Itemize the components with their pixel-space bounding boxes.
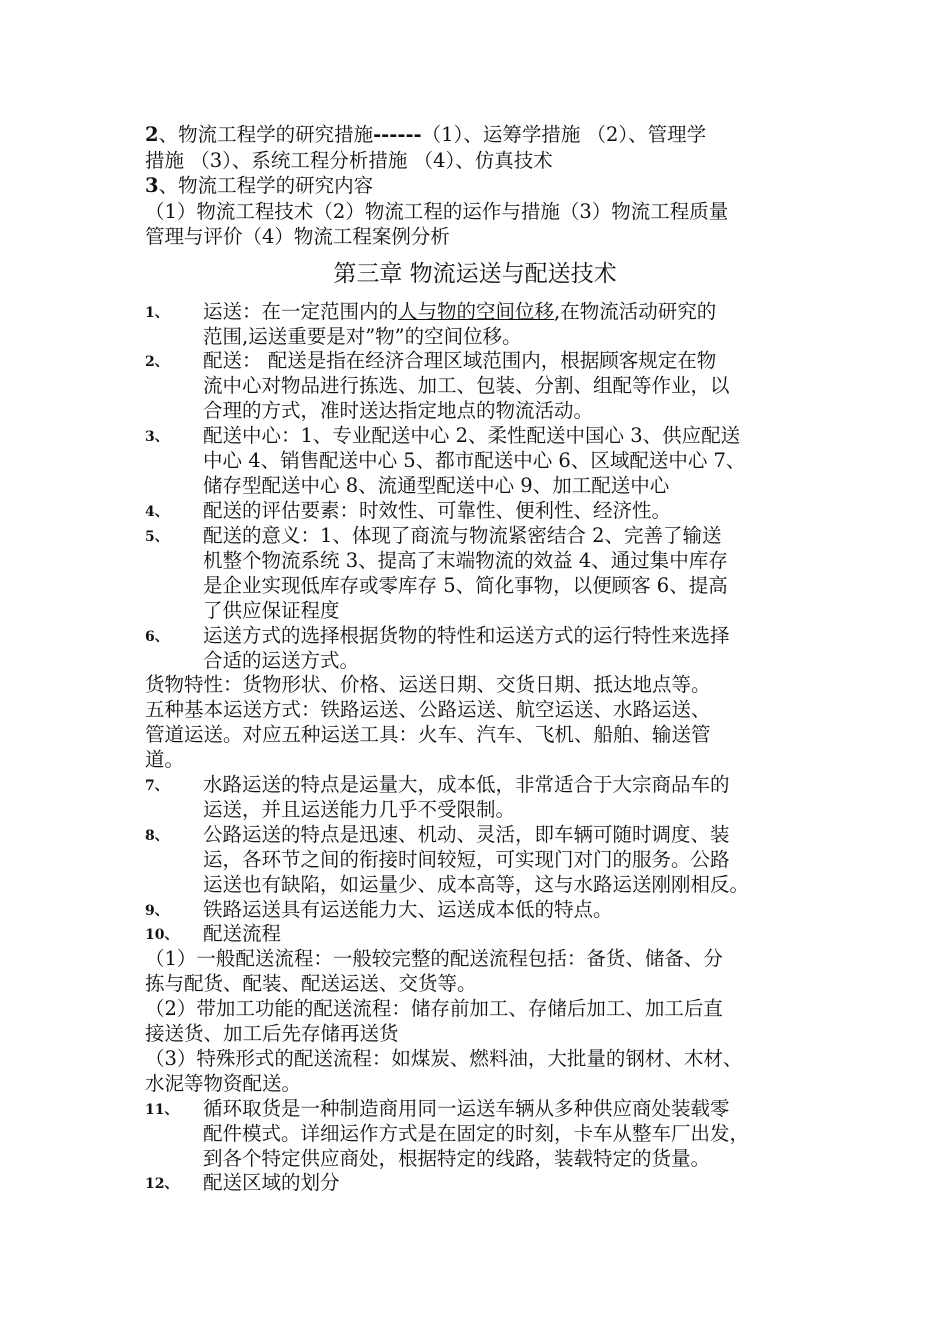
item-text: 铁路运送具有运送能力大、运送成本低的特点。	[203, 898, 613, 921]
item-text: 合理的方式，准时送达指定地点的物流活动。	[203, 399, 594, 422]
item-text: 范围,运送重要是对”物”的空间位移。	[203, 325, 522, 348]
text-span: 、物流工程学的研究措施	[158, 123, 374, 146]
item-number: 2、	[145, 354, 169, 370]
text-line: 货物特性：货物形状、价格、运送日期、交货日期、抵达地点等。	[145, 673, 711, 696]
item-number: 3、	[145, 429, 169, 445]
text-span: 、物流工程学的研究内容	[158, 174, 374, 197]
item-number: 4、	[145, 504, 169, 520]
text-span: 运送：在一定范围内的	[203, 300, 399, 323]
text-line	[145, 122, 706, 148]
item-text: 储存型配送中心 8、流通型配送中心 9、加工配送中心	[203, 474, 670, 497]
text-span: ,在物流活动研究的	[554, 300, 717, 323]
text-line: （1）一般配送流程：一般较完整的配送流程包括：备货、储备、分	[145, 947, 723, 970]
item-text: 机整个物流系统 3、提高了末端物流的效益 4、通过集中库存	[203, 549, 728, 572]
item-text: 是企业实现低库存或零库存 5、简化事物，以便顾客 6、提高	[203, 574, 728, 597]
item-number: 8、	[145, 828, 169, 844]
text-line: 道。	[145, 748, 185, 771]
item-text: 运送也有缺陷，如运量少、成本高等，这与水路运送刚刚相反。	[203, 873, 750, 896]
item-number: 7、	[145, 778, 169, 794]
text-line: 管道运送。对应五种运送工具：火车、汽车、飞机、船舶、输送管	[145, 723, 711, 746]
item-text: 运，各环节之间的衔接时间较短，可实现门对门的服务。公路	[203, 848, 730, 871]
item-text: 到各个特定供应商处，根据特定的线路，装载特定的货量。	[203, 1147, 711, 1170]
item-text: 运送方式的选择根据货物的特性和运送方式的运行特性来选择	[203, 624, 730, 647]
text-line: 拣与配货、配装、配送运送、交货等。	[145, 972, 477, 995]
item-text: 配送中心：1、专业配送中心 2、柔性配送中国心 3、供应配送	[203, 424, 741, 447]
item-number: 12、	[145, 1176, 179, 1192]
section-number: 3	[145, 174, 159, 197]
item-text: 公路运送的特点是迅速、机动、灵活，即车辆可随时调度、装	[203, 823, 730, 846]
item-text: 配送的评估要素：时效性、可靠性、便利性、经济性。	[203, 499, 672, 522]
section-number: 2	[145, 123, 159, 146]
underlined-term: 人与物的空间位移	[398, 300, 555, 323]
item-text: 配送区域的划分	[203, 1171, 340, 1194]
item-text: 流中心对物品进行拣选、加工、包装、分割、组配等作业，以	[203, 374, 730, 397]
text-line: 措施 （3）、系统工程分析措施 （4）、仿真技术	[145, 149, 553, 172]
item-number: 11、	[145, 1102, 179, 1118]
item-text: 合适的运送方式。	[203, 649, 360, 672]
item-text	[203, 299, 716, 324]
text-line: （2）带加工功能的配送流程：储存前加工、存储后加工、加工后直	[145, 997, 723, 1020]
item-text: 运送，并且运送能力几乎不受限制。	[203, 798, 516, 821]
item-text: 配送的意义：1、体现了商流与物流紧密结合 2、完善了输送	[203, 524, 722, 547]
text-line: （3）特殊形式的配送流程：如煤炭、燃料油，大批量的钢材、木材、	[145, 1047, 743, 1070]
item-text: 配送流程	[203, 922, 282, 945]
text-span: （1）、运筹学措施 （2）、管理学	[421, 123, 707, 146]
text-line	[145, 173, 373, 199]
item-text: 水路运送的特点是运量大，成本低，非常适合于大宗商品车的	[203, 773, 730, 796]
item-number: 9、	[145, 903, 169, 919]
item-text: 配件模式。详细运作方式是在固定的时刻，卡车从整车厂出发，	[203, 1122, 750, 1145]
item-number: 6、	[145, 629, 169, 645]
item-number: 1、	[145, 305, 169, 321]
item-text: 了供应保证程度	[203, 599, 340, 622]
text-line: 水泥等物资配送。	[145, 1072, 302, 1095]
text-line: （1）物流工程技术（2）物流工程的运作与措施（3）物流工程质量	[145, 200, 729, 223]
chapter-title: 第三章 物流运送与配送技术	[333, 261, 617, 287]
item-text: 中心 4、销售配送中心 5、都市配送中心 6、区域配送中心 7、	[203, 449, 746, 472]
item-text: 循环取货是一种制造商用同一运送车辆从多种供应商处装载零	[203, 1097, 730, 1120]
text-span: ------	[373, 123, 422, 146]
text-line: 接送货、加工后先存储再送货	[145, 1022, 399, 1045]
item-text: 配送： 配送是指在经济合理区域范围内，根据顾客规定在物	[203, 349, 717, 372]
text-line: 管理与评价（4）物流工程案例分析	[145, 225, 450, 248]
item-number: 10、	[145, 927, 179, 943]
item-number: 5、	[145, 529, 169, 545]
text-line: 五种基本运送方式：铁路运送、公路运送、航空运送、水路运送、	[145, 698, 711, 721]
